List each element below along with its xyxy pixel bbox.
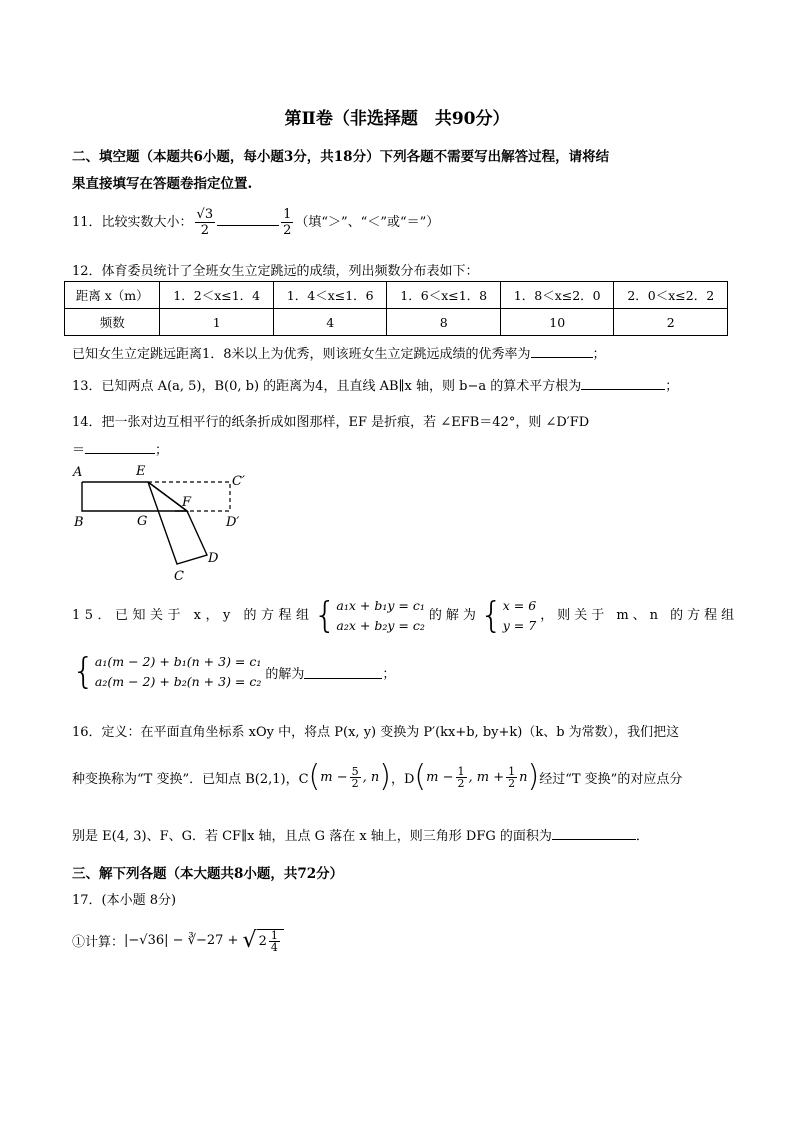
q17-item1 [72,928,284,953]
q17-cube-part: − ∛−27 + [168,933,243,948]
figure-label-c: C [174,569,184,584]
q15-end: ； [382,666,396,682]
q16-frac-c [350,766,361,789]
q16-d-m: m − [426,769,454,785]
q15-sol-row1: x = 6 [502,598,537,613]
q11-fraction-a [195,207,216,238]
q12-end: ； [592,347,606,362]
q15-second-system [72,652,395,692]
section-2-heading-line1: 二、填空题（本题共6小题，每小题3分，共18分）下列各题不需要写出解答过程，请将结 [72,149,610,165]
q15-brace-1: { [313,595,337,636]
table-row [65,309,728,336]
section-3-heading: 三、解下列各题（本大题共8小题，共72分） [72,866,344,882]
figure-label-d1: D′ [226,515,240,530]
q16-frac-d1-den: 2 [457,776,465,790]
q11-frac-b-num: 1 [283,207,292,222]
question-15 [72,594,738,638]
q16-c-m: m − [320,769,348,785]
q12-question-text: 已知女生立定跳远距离1．8米以上为优秀，则该班女生立定跳远成绩的优秀率为 [72,347,531,362]
figure-label-e: E [136,464,146,479]
figure-strip-left [82,482,187,511]
q16-line2-text-h: 经过“T 变换”的对应点分 [539,771,683,787]
q16-line3 [72,825,649,844]
q15-suffix: ，则关于 m、n 的方程组 [540,608,739,623]
q15-solution [503,596,536,636]
table-cell: 2．0＜x≤2．2 [614,282,728,309]
q16-frac-d1 [456,766,467,789]
q11-fraction-b [281,207,293,238]
q15-sys1-row1: a₁x + b₁y = c₁ [336,598,425,613]
q14-equals: ＝ [72,443,86,458]
q16-frac-d2-den: 2 [508,776,516,790]
q11-answer-blank[interactable] [217,212,279,226]
folded-strip-figure [70,458,260,588]
q11-prefix: 11．比较实数大小： [72,215,193,230]
table-cell: 8 [387,309,501,336]
q16-frac-d1-num: 1 [457,764,465,778]
q17-item1-prefix: ①计算： [72,935,125,950]
section-2-heading-line2: 果直接填写在答题卷指定位置. [72,176,253,192]
q13-text: 13．已知两点 A(a, 5)，B(0, b) 的距离为4，且直线 AB∥x 轴，则 b−a 的算术平方根为 [72,379,582,394]
q14-line1: 14．把一张对边互相平行的纸条折成如图那样，EF 是折痕，若 ∠EFB＝42°，则 ∠D′FD [72,415,590,430]
q15-sol-row2: y = 7 [502,618,537,633]
figure-label-c1: C′ [232,474,245,489]
q15-system-2 [95,652,262,692]
q14-end: ； [155,443,169,458]
q15-mid: 的解为 [428,608,480,623]
table-header-label: 距离 x（m） [65,282,160,309]
q15-prefix: 15．已知关于 x，y 的方程组 [72,608,314,623]
q15-sys1-row2: a₂x + b₂y = c₂ [336,618,425,633]
table-count-label: 频数 [65,309,160,336]
q15-brace-3: { [72,651,95,692]
q17-sqrt-den: 4 [270,940,278,954]
question-13 [72,375,678,394]
q16-line3-text: 别是 E(4, 3)、F、G．若 CF∥x 轴，且点 G 落在 x 轴上，则三角形 DFG 的面积为 [72,829,552,844]
q17-abs-part: |−√36| [124,933,169,948]
q16-d-mplus: , m + [468,769,505,785]
q17-sqrt-whole: 2 [258,933,267,949]
q12-intro: 12．体育委员统计了全班女生立定跳远的成绩，列出频数分布表如下： [72,264,479,279]
table-cell: 1．2＜x≤1．4 [160,282,274,309]
page-title: 第Ⅱ卷（非选择题 共90分） [284,109,510,129]
q15-brace-2: { [479,595,503,636]
q11-frac-a-num: √3 [196,207,214,222]
q15-answer-blank[interactable] [304,665,382,679]
q17-sqrt-content [257,929,284,953]
figure-label-b: B [74,515,84,530]
q16-line2 [72,759,683,794]
q16-frac-d2 [506,766,517,789]
q16-paren-open-2: ( [414,759,427,794]
table-cell: 1．8＜x≤2．0 [500,282,614,309]
q16-line2-text-d: ，D [390,771,415,787]
q15-sys2-row2: a₂(m − 2) + b₂(n + 3) = c₂ [94,674,262,689]
q16-c-n: , n [362,769,380,785]
q13-end: ； [665,379,679,394]
q16-frac-d2-num: 1 [508,764,516,778]
figure-label-d: D [208,551,219,566]
figure-folded-part [148,482,207,564]
table-cell: 1．6＜x≤1．8 [387,282,501,309]
figure-label-g: G [137,514,148,529]
q17-heading: 17．(本小题 8分) [72,893,177,908]
q12-answer-blank[interactable] [531,344,593,358]
q11-suffix: （填“＞”、“＜”或“＝”） [295,215,440,230]
q16-frac-c-num: 5 [351,764,359,778]
question-11 [72,204,439,242]
q17-sqrt-symbol: √ [242,928,257,953]
table-cell: 4 [273,309,387,336]
q13-answer-blank[interactable] [581,376,665,390]
table-cell: 1 [160,309,274,336]
q14-answer-blank[interactable] [85,440,155,454]
q16-line1: 16．定义：在平面直角坐标系 xOy 中，将点 P(x, y) 变换为 P′(kx+b, by+k)（k、b 为常数），我们把这 [72,725,680,740]
q11-frac-a-den: 2 [200,223,209,238]
table-row [65,282,728,309]
q16-end: ． [635,829,649,844]
q14-line2 [72,439,168,458]
table-cell: 2 [614,309,728,336]
q11-frac-b-den: 2 [283,223,292,238]
q15-system-1 [336,596,424,636]
q17-sqrt-num: 1 [270,928,278,942]
figure-label-a: A [73,465,83,480]
q16-answer-blank[interactable] [552,826,636,840]
table-cell: 10 [500,309,614,336]
q16-line2-text-a: 种变换称为“T 变换”．已知点 B(2,1)，C [72,771,309,787]
q15-sys2-row1: a₁(m − 2) + b₁(n + 3) = c₁ [94,654,262,669]
q16-d-n: n [519,769,528,785]
q16-frac-c-den: 2 [351,776,359,790]
q12-question [72,343,606,362]
q17-sqrt-frac [269,930,280,953]
q16-paren-close: ) [379,759,391,794]
table-cell: 1．4＜x≤1．6 [273,282,387,309]
frequency-table [64,281,728,336]
q16-paren-close-2: ) [527,759,540,794]
q16-paren-open: ( [308,759,321,794]
q15-tail: 的解为 [265,666,305,682]
figure-label-f: F [182,495,192,510]
